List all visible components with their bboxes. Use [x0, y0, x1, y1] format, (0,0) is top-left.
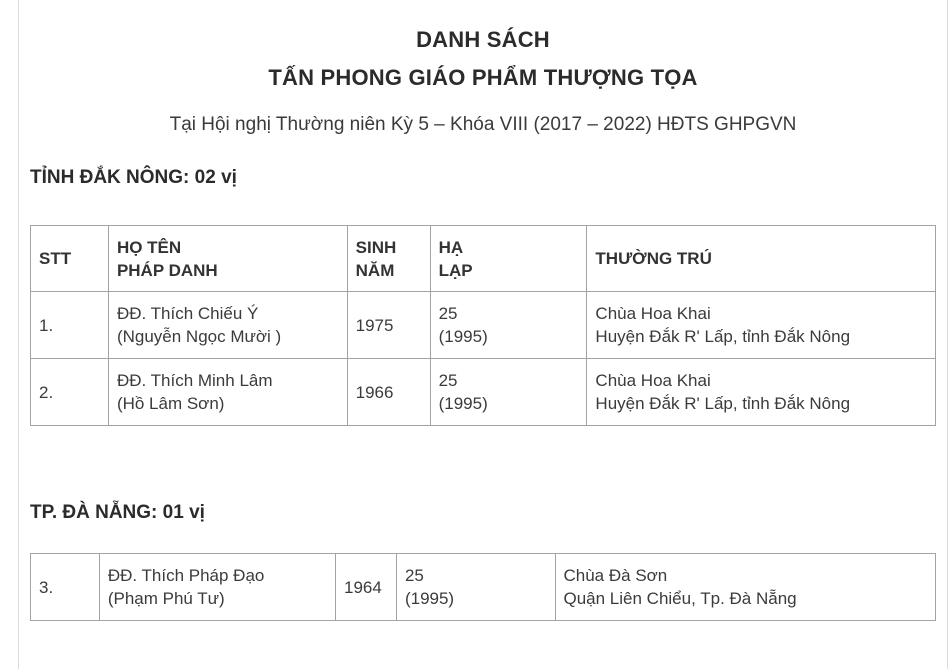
- cell-birth-year: 1975: [347, 292, 430, 359]
- cell-residence-line1: Chùa Hoa Khai: [595, 371, 711, 390]
- table-header-row: [31, 226, 936, 292]
- page: [18, 0, 948, 669]
- cell-stt: 2.: [31, 359, 109, 426]
- col-header-name: [108, 226, 347, 292]
- cell-halap-line2: (1995): [438, 327, 488, 346]
- cell-name: [99, 554, 335, 621]
- monks-table-dak-nong: [30, 225, 936, 426]
- cell-residence: [587, 292, 936, 359]
- cell-stt: 1.: [31, 292, 109, 359]
- col-header-stt: [31, 226, 109, 292]
- cell-residence-line2: Quận Liên Chiểu, Tp. Đà Nẵng: [563, 589, 797, 608]
- cell-halap-line1: 25: [438, 371, 458, 390]
- cell-birth-year: 1964: [335, 554, 396, 621]
- cell-halap-line1: 25: [404, 566, 424, 585]
- document-body: [19, 28, 947, 621]
- cell-stt: 3.: [31, 554, 100, 621]
- cell-name-line2: (Nguyễn Ngọc Mười ): [116, 327, 282, 346]
- col-header-ha-lap: [430, 226, 587, 292]
- cell-name-line2: (Hồ Lâm Sơn): [116, 394, 225, 413]
- page-title-line2: TẤN PHONG GIÁO PHẨM THƯỢNG TỌA: [268, 65, 698, 90]
- table-row: [31, 292, 936, 359]
- cell-ha-lap: [430, 292, 587, 359]
- col-header-halap-line1: HẠ: [438, 237, 464, 257]
- cell-name-line1: ĐĐ. Thích Chiếu Ý: [116, 304, 259, 323]
- cell-residence: [587, 359, 936, 426]
- cell-name: [108, 359, 347, 426]
- cell-residence-line1: Chùa Đà Sơn: [563, 566, 668, 585]
- cell-ha-lap: [430, 359, 587, 426]
- section-heading-da-nang: TP. ĐÀ NẴNG: 01 vị: [30, 502, 205, 523]
- cell-name-line1: ĐĐ. Thích Pháp Đạo: [107, 566, 265, 585]
- col-header-name-line2: PHÁP DANH: [116, 260, 218, 280]
- cell-halap-line2: (1995): [438, 394, 488, 413]
- cell-name: [108, 292, 347, 359]
- section-heading-dak-nong: TỈNH ĐẮK NÔNG: 02 vị: [30, 167, 237, 188]
- cell-ha-lap: [396, 554, 555, 621]
- col-header-birth-line2: NĂM: [355, 260, 395, 280]
- col-header-birth-line1: SINH: [355, 237, 397, 257]
- col-header-stt-label: STT: [39, 249, 72, 268]
- cell-residence-line2: Huyện Đắk R' Lấp, tỉnh Đắk Nông: [595, 327, 851, 346]
- cell-name-line2: (Phạm Phú Tư): [107, 589, 225, 608]
- col-header-residence: [587, 226, 936, 292]
- page-subtitle: Tại Hội nghị Thường niên Kỳ 5 – Khóa VIII (2017 – 2022) HĐTS GHPGVN: [169, 114, 797, 135]
- cell-birth-year: 1966: [347, 359, 430, 426]
- col-header-halap-line2: LẠP: [438, 260, 473, 280]
- cell-halap-line1: 25: [438, 304, 458, 323]
- cell-residence-line1: Chùa Hoa Khai: [595, 304, 711, 323]
- col-header-name-line1: HỌ TÊN: [116, 237, 182, 257]
- table-row: [31, 359, 936, 426]
- monks-table-da-nang: [30, 553, 936, 621]
- col-header-birth-year: [347, 226, 430, 292]
- cell-residence-line2: Huyện Đắk R' Lấp, tỉnh Đắk Nông: [595, 394, 851, 413]
- cell-residence: [555, 554, 936, 621]
- cell-halap-line2: (1995): [404, 589, 455, 608]
- cell-name-line1: ĐĐ. Thích Minh Lâm: [116, 371, 273, 390]
- page-title-line1: DANH SÁCH: [416, 27, 550, 52]
- col-header-residence-label: THƯỜNG TRÚ: [595, 249, 712, 268]
- table-row: [31, 554, 936, 621]
